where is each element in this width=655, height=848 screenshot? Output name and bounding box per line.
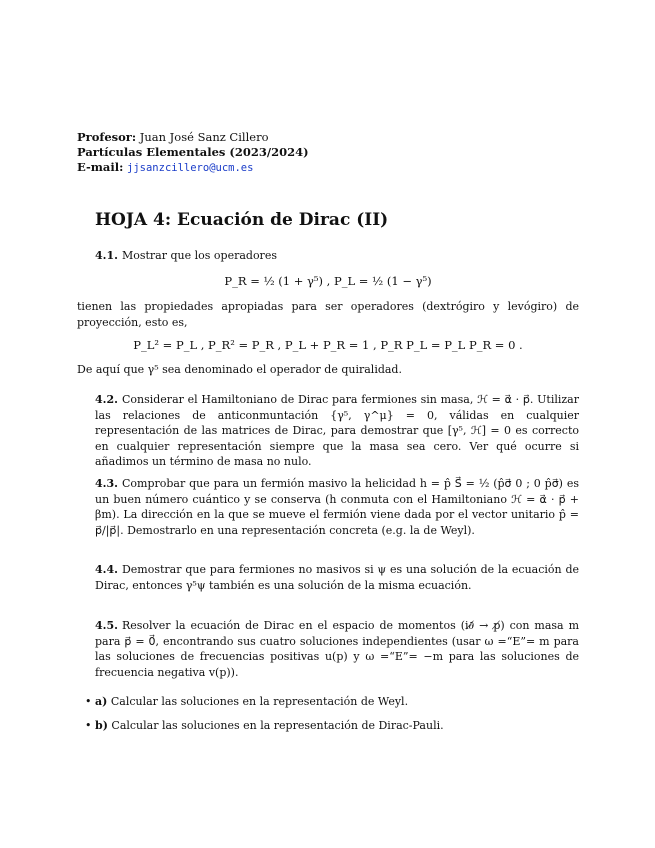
page-title: HOJA 4: Ecuación de Dirac (II) bbox=[95, 210, 389, 230]
problem-text: Resolver la ecuación de Dirac en el espacio de momentos (i∂̸ → p̸) con masa m para p⃗ = 0⃗, encontrando sus cuatro soluciones independientes (usar ω =“E”= m para las soluciones de frecuencias positivas u(p) y ω =“E”= −m para las soluciones de frecuencia negativa v(p)). bbox=[95, 619, 579, 679]
problem-text: De aquí que γ⁵ sea denominado el operador de quiralidad. bbox=[77, 362, 402, 376]
problem-number: 4.1. bbox=[95, 249, 118, 262]
email-link[interactable]: jjsanzcillero@ucm.es bbox=[127, 162, 254, 174]
problem-number: 4.5. bbox=[95, 619, 118, 632]
header-block bbox=[77, 130, 579, 176]
prof-label: Profesor: bbox=[77, 130, 137, 144]
problem-intro: Mostrar que los operadores bbox=[121, 249, 277, 262]
problem-4-4 bbox=[77, 562, 579, 593]
course-title: Partículas Elementales (2023/2024) bbox=[77, 145, 309, 159]
problem-text: Considerar el Hamiltoniano de Dirac para fermiones sin masa, ℋ = α⃗ · p⃗. Utilizar las relaciones de anticonmuntación {γ⁵, γ^μ} = 0, válidas en cualquier representación de las matrices de Dirac, para demostrar que [γ⁵, ℋ] = 0 es correcto en cualquier representación siempre que la masa sea cero. Ver qué ocurre si añadimos un término de masa no nulo. bbox=[95, 393, 579, 468]
problem-text: Demostrar que para fermiones no masivos si ψ es una solución de la ecuación de Dirac, entonces γ⁵ψ también es una solución de la misma ecuación. bbox=[95, 563, 579, 592]
list-item: • a) Calcular las soluciones en la representación de Weyl. bbox=[85, 695, 409, 708]
list-item: • b) Calcular las soluciones en la representación de Dirac-Pauli. bbox=[85, 718, 444, 732]
equation-properties: P_L² = P_L , P_R² = P_R , P_L + P_R = 1 , P_R P_L = P_L P_R = 0 . bbox=[133, 338, 523, 352]
problem-4-2 bbox=[77, 392, 579, 470]
problem-text: Comprobar que para un fermión masivo la helicidad h = p̂ S⃗ = ½ (p̂σ⃗ 0 ; 0 p̂σ⃗) es un buen número cuántico y se conserva (h conmuta con el Hamiltoniano ℋ = α⃗ · p⃗ + βm). La dirección en la que se mueve el fermión viene dada por el vector unitario p̂ = p⃗/|p⃗|. Demostrarlo en una representación concreta (e.g. la de Weyl). bbox=[95, 477, 579, 537]
problem-number: 4.2. bbox=[95, 393, 118, 406]
document-page bbox=[77, 130, 579, 732]
email-label: E-mail: bbox=[77, 160, 124, 174]
problem-4-1 bbox=[77, 248, 579, 377]
problem-number: 4.4. bbox=[95, 563, 118, 576]
problem-4-5 bbox=[77, 618, 579, 733]
problem-text: tienen las propiedades apropiadas para ser operadores (dextrógiro y levógiro) de proyección, esto es, bbox=[77, 300, 579, 329]
equation-projectors: P_R = ½ (1 + γ⁵) , P_L = ½ (1 − γ⁵) bbox=[224, 273, 432, 288]
problem-number: 4.3. bbox=[95, 477, 118, 490]
prof-name: Juan José Sanz Cillero bbox=[139, 130, 269, 144]
problem-4-3 bbox=[77, 476, 579, 538]
